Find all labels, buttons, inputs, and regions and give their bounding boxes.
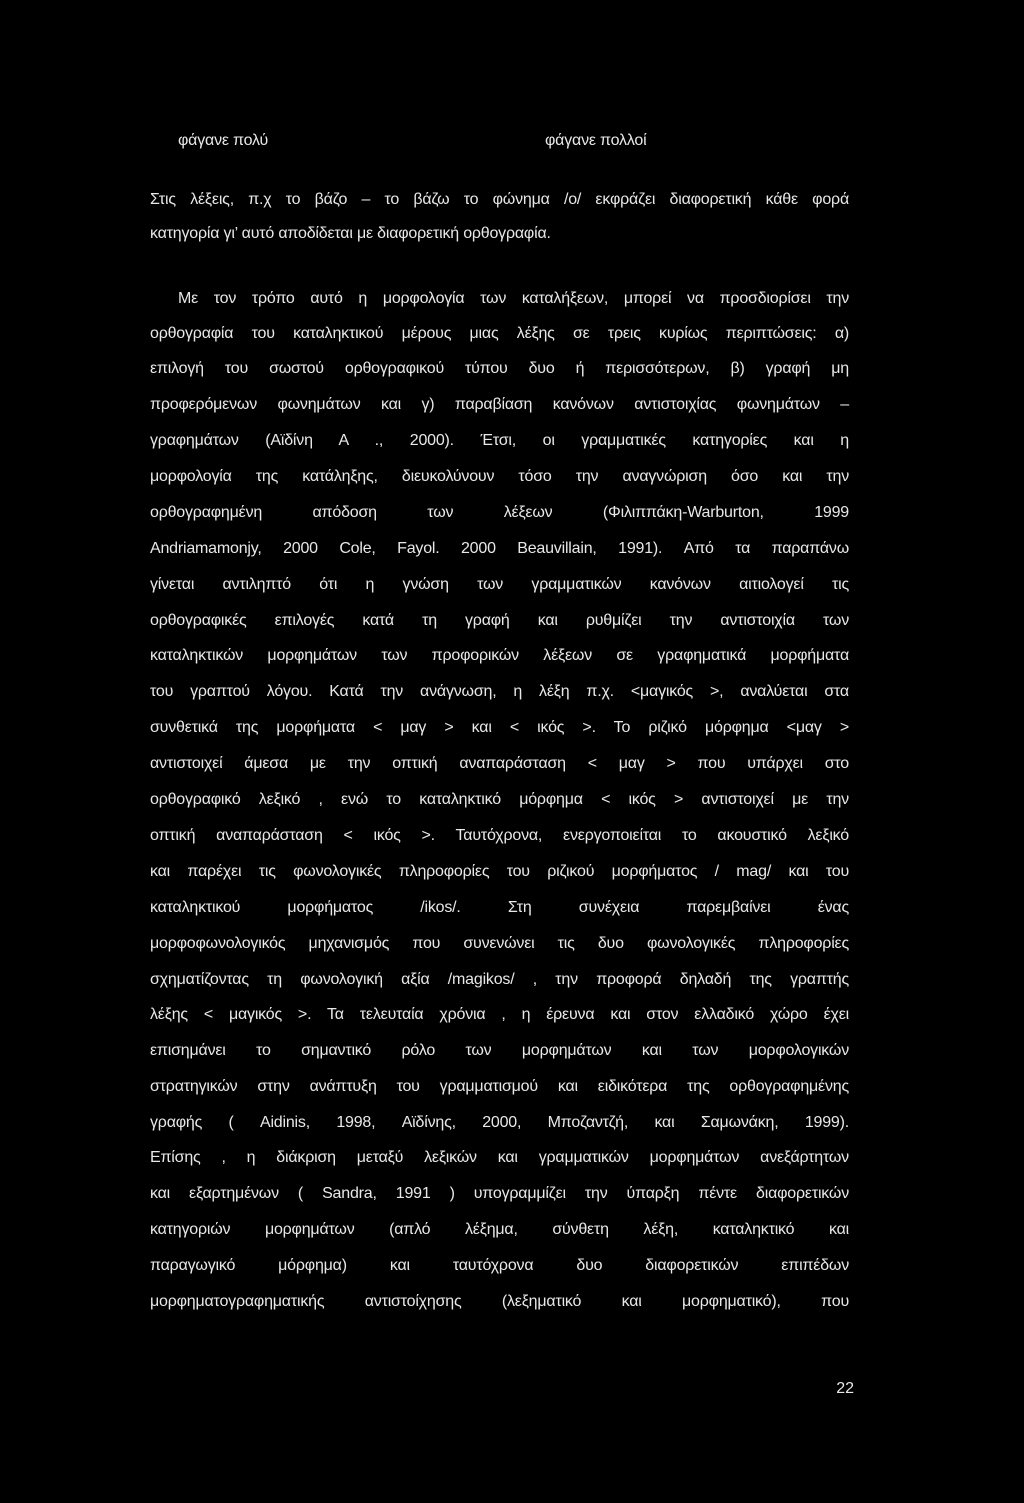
body-line: μορφηματογραφηματικής αντιστοίχησης (λεξηματικό και μορφηματικό), που (150, 1293, 849, 1310)
body-line: καταληκτικών μορφημάτων των προφορικών λέξεων σε γραφηματικά μορφήματα (150, 647, 849, 664)
body-line: προφερόμενων φωνημάτων και γ) παραβίαση κανόνων αντιστοιχίας φωνημάτων – (150, 396, 849, 413)
body-line: ορθογραφικές επιλογές κατά τη γραφή και ρυθμίζει την αντιστοιχία των (150, 612, 849, 629)
body-line: κατηγοριών μορφημάτων (απλό λέξημα, σύνθετη λέξη, καταληκτικό και (150, 1221, 849, 1238)
body-line: μορφοφωνολογικός μηχανισμός που συνενώνει τις δυο φωνολογικές πληροφορίες (150, 935, 849, 952)
intro-line: Στις λέξεις, π.χ το βάζο – το βάζω το φώνημα /ο/ εκφράζει διαφορετική κάθε φορά (150, 191, 849, 208)
body-line: καταληκτικού μορφήματος /ikos/. Στη συνέχεια παρεμβαίνει ένας (150, 899, 849, 916)
example-right: φάγανε πολλοί (545, 132, 647, 149)
body-line: ορθογραφημένη απόδοση των λέξεων (Φιλιππάκη-Warburton, 1999 (150, 504, 849, 521)
body-line: γραφής ( Aidinis, 1998, Αϊδίνης, 2000, Μποζαντζή, και Σαμωνάκη, 1999). (150, 1114, 849, 1131)
body-line: σχηματίζοντας τη φωνολογική αξία /magikos/ , την προφορά δηλαδή της γραπτής (150, 971, 849, 988)
body-line: Με τον τρόπο αυτό η μορφολογία των καταλήξεων, μπορεί να προσδιορίσει την (178, 290, 849, 307)
body-line: ορθογραφία του καταληκτικού μέρους μιας λέξης σε τρεις κυρίως περιπτώσεις: α) (150, 325, 849, 342)
body-line: και εξαρτημένων ( Sandra, 1991 ) υπογραμμίζει την ύπαρξη πέντε διαφορετικών (150, 1185, 849, 1202)
example-left: φάγανε πολύ (178, 132, 269, 149)
body-line: του γραπτού λόγου. Κατά την ανάγνωση, η λέξη π.χ. <μαγικός >, αναλύεται στα (150, 683, 849, 700)
body-line: παραγωγικό μόρφημα) και ταυτόχρονα δυο διαφορετικών επιπέδων (150, 1257, 849, 1274)
body-line: μορφολογία της κατάληξης, διευκολύνουν τόσο την αναγνώριση όσο και την (150, 468, 849, 485)
body-line: αντιστοιχεί άμεσα με την οπτική αναπαράσταση < μαγ > που υπάρχει στο (150, 755, 849, 772)
body-line: ορθογραφικό λεξικό , ενώ το καταληκτικό μόρφημα < ικός > αντιστοιχεί με την (150, 791, 849, 808)
body-line: Andriamamonjy, 2000 Cole, Fayol. 2000 Beauvillain, 1991). Από τα παραπάνω (150, 540, 849, 557)
page-number: 22 (836, 1380, 854, 1397)
body-line: γραφημάτων (Αϊδίνη Α ., 2000). Έτσι, οι γραμματικές κατηγορίες και η (150, 432, 849, 449)
body-line: συνθετικά της μορφήματα < μαγ > και < ικός >. Το ριζικό μόρφημα <μαγ > (150, 719, 849, 736)
body-line: επισημάνει το σημαντικό ρόλο των μορφημάτων και των μορφολογικών (150, 1042, 849, 1059)
body-line: επιλογή του σωστού ορθογραφικού τύπου δυο ή περισσότερων, β) γραφή μη (150, 360, 849, 377)
body-line: Επίσης , η διάκριση μεταξύ λεξικών και γραμματικών μορφημάτων ανεξάρτητων (150, 1149, 849, 1166)
body-line: οπτική αναπαράσταση < ικός >. Ταυτόχρονα, ενεργοποιείται το ακουστικό λεξικό (150, 827, 849, 844)
body-line: στρατηγικών στην ανάπτυξη του γραμματισμού και ειδικότερα της ορθογραφημένης (150, 1078, 849, 1095)
intro-line: κατηγορία γι’ αυτό αποδίδεται με διαφορετική ορθογραφία. (150, 225, 551, 242)
body-line: γίνεται αντιληπτό ότι η γνώση των γραμματικών κανόνων αιτιολογεί τις (150, 576, 849, 593)
body-line: και παρέχει τις φωνολογικές πληροφορίες του ριζικού μορφήματος / mag/ και του (150, 863, 849, 880)
body-line: λέξης < μαγικός >. Τα τελευταία χρόνια , η έρευνα και στον ελλαδικό χώρο έχει (150, 1006, 849, 1023)
